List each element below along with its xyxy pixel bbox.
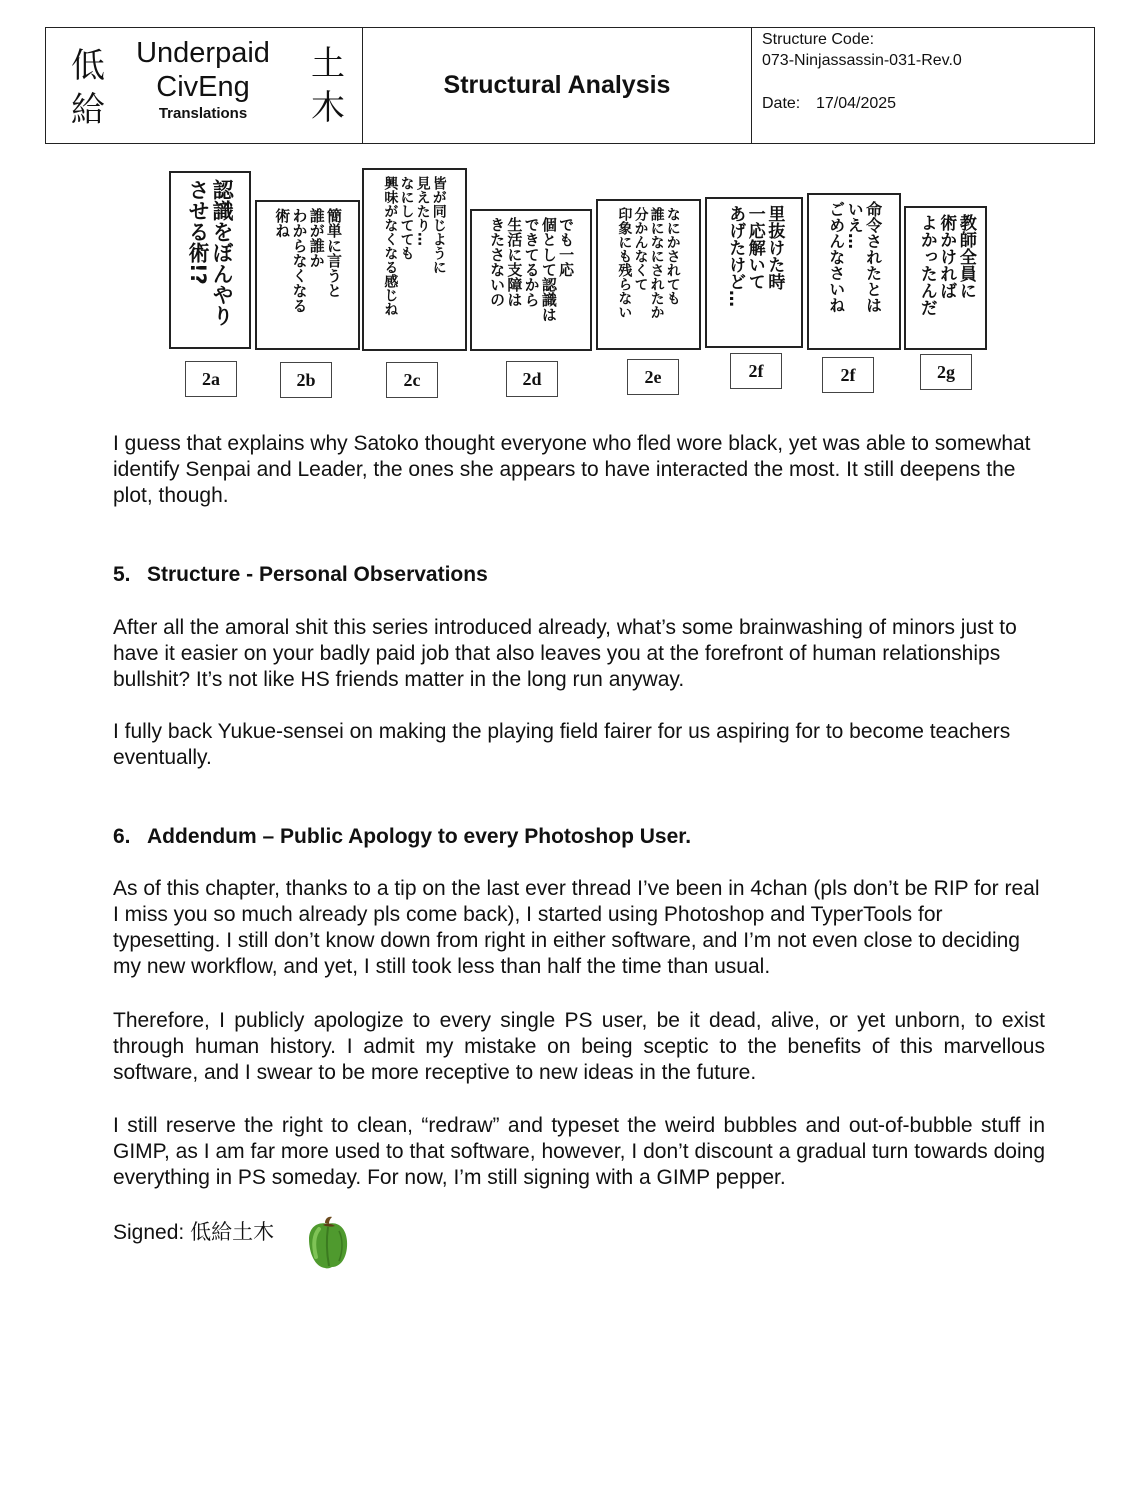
paragraph-observations: After all the amoral shit this series introduced already, what’s some brainwashing of minors just to have it easier on your badly paid job that also leaves you at the forefront of human relationships bullshit? It’s not like HS friends matter in the long run anyway.: [113, 616, 1017, 691]
section-number: 5.: [113, 563, 131, 586]
bubble-tag: 2b: [280, 362, 332, 398]
paragraph-support: I fully back Yukue-sensei on making the playing field fairer for us aspiring for to become teachers eventually.: [113, 720, 1011, 769]
logo-line-3: Translations: [158, 105, 248, 122]
logo-line-1: Underpaid: [136, 37, 270, 69]
bubble-2a: 認識をぼんやり させる術!?: [169, 171, 251, 349]
date-label: Date:: [762, 95, 801, 112]
bubble-2d: でも一応 個として認識は できてるから 生活に支障は きたさないの: [470, 209, 592, 351]
bubble-tag: 2f: [822, 357, 874, 393]
bubble-2b: 簡単に言うと 誰が誰か わからなくなる 術ね: [255, 200, 360, 350]
bubble-2f-first: 里抜けた時 一応解いて あげたけど…: [705, 197, 803, 348]
document-title: Structural Analysis: [363, 28, 752, 143]
paragraph-photoshop: As of this chapter, thanks to a tip on the last ever thread I’ve been in 4chan (pls don’t be RIP for real I miss you so much already pls come back), I started using Photoshop and TyperTools for typesetting. I still don’t know down from right in either software, and I’m not even close to deciding my new workflow, and yet, I still took less than half the time than usual.: [113, 877, 1040, 978]
date-value: 17/04/2025: [816, 95, 897, 112]
manga-bubble-strip: [0, 0, 1131, 420]
bubble-tag: 2c: [386, 362, 438, 398]
signed-label: Signed:: [113, 1221, 185, 1244]
bubble-tag: 2a: [185, 361, 237, 397]
logo-kanji-left: 低 給: [71, 46, 105, 130]
paragraph-apology: Therefore, I publicly apologize to every single PS user, be it dead, alive, or yet unborn, to exist through human history. I admit my mistake on being sceptic to the benefits of this marvellous software, and I swear to be more receptive to new ideas in the future.: [113, 1009, 1045, 1084]
section-title: Addendum – Public Apology to every Photoshop User.: [147, 825, 692, 848]
section-heading-6: [113, 824, 691, 850]
paragraph-intro: I guess that explains why Satoko thought everyone who fled wore black, yet was able to somewhat identify Senpai and Leader, the ones she appears to have interacted the most. It still deepens the plot, though.: [113, 432, 1031, 507]
bubble-2g: 教師全員に 術かければ よかったんだ: [904, 206, 987, 350]
structure-code-label: Structure Code:: [762, 31, 875, 48]
paragraph-gimp: I still reserve the right to clean, “redraw” and typeset the weird bubbles and out-of-bubble stuff in GIMP, as I am far more used to that software, however, I don’t discount a gradual turn towards doing everything in PS someday. For now, I’m still signing with a GIMP pepper.: [113, 1114, 1045, 1189]
green-bell-pepper-icon: [305, 1215, 351, 1271]
bubble-2c: 皆が同じように 見えたり… なにしてても 興味がなくなる感じね: [362, 168, 467, 351]
bubble-tag: 2g: [920, 354, 972, 390]
bubble-tag: 2d: [506, 361, 558, 397]
structure-code-value: 073-Ninjassassin-031-Rev.0: [762, 52, 962, 69]
bubble-tag: 2e: [627, 359, 679, 395]
logo-kanji-right: 土 木: [311, 44, 345, 128]
section-number: 6.: [113, 825, 131, 848]
section-heading-5: [113, 562, 488, 588]
bubble-2f-second: 命令されたとは いえ… ごめんなさいね: [807, 193, 901, 350]
signature-line: [113, 1219, 274, 1246]
bubble-tag: 2f: [730, 353, 782, 389]
section-title: Structure - Personal Observations: [147, 563, 488, 586]
signed-name: 低給土木: [190, 1220, 275, 1244]
logo-line-2: CivEng: [156, 71, 250, 103]
bubble-2e: なにかされても 誰になにされたか 分かんなくて 印象にも残らない: [596, 199, 701, 350]
